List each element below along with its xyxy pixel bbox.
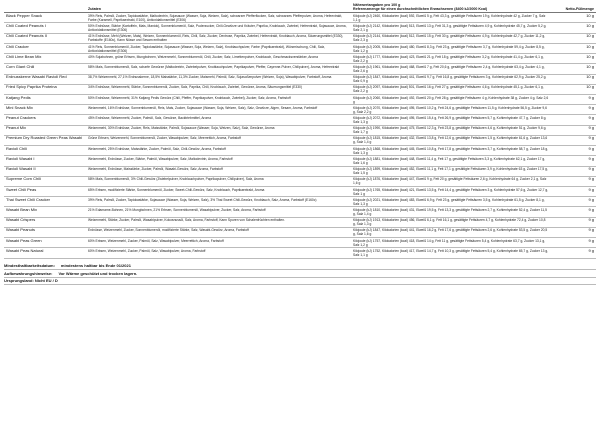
ingredients-cell: 21% Edamame-Bohnen, 21% Mungbohnen, 21% Erbsen, Sonnenblumenöl, Wasabipulver, Zucker, Salz, Aroma, Farbstoff [86,207,351,217]
table-row [4,238,596,248]
nutrition-cell: Kilojoule (kJ) 1961, Kilokalorien (kcal) 468, Eiweiß 7 g, Fett 20,6 g, gesättigte Fettsäuren 2,4 g, Kohlenhydrate 63,4 g, Zucker 4,1 g, Salz 2,6 g [351,64,551,74]
storage-label: Aufbewahrungshinweise: [4,270,53,276]
fill-weight-cell: 9 g [551,146,596,156]
ingredients-cell: 58% Mais, Sonnenblumenöl, 3% Chili-Gewürz (Zwiebelpulver, Knoblauchpulver, Paprikapulver, Chilipulver), Salz, Aroma [86,176,351,186]
nutrition-cell: Kilojoule (kJ) 1810, Kilokalorien (kcal) 431, Eiweiß 19,5 g, Fett 13,3 g, gesättigte Fettsäuren 2,7 g, Kohlenhydrate 52,4 g, Zucker 11,5 g, Salz 1,4 g [351,207,551,217]
header-nutrition: Nährwertangaben pro 100 g Referenzmenge für einen durchschnittlichen Erwachsenen (8400 kJ/2000 Kcal) [351,2,551,13]
ingredients-cell: 65% Erbsen, modifizierte Stärke, Sonnenblumenöl, Zucker, Sweet-Chili-Gewürz, Salz, Knoblauch, Paprikaextrakt, Aroma [86,186,351,196]
ingredients-cell: 45% Erdnüsse, Weizenmehl, Zucker, Palmöl, Salz, Gewürze, Backtriebmittel, Aroma [86,115,351,125]
table-row [4,186,596,196]
fill-weight-cell: 9 g [551,105,596,115]
table-row [4,176,596,186]
shelf-life-line [4,263,596,271]
fill-weight-cell: 9 g [551,186,596,196]
product-name: Wasabi Peas Green [4,238,86,248]
table-row [4,43,596,53]
fill-weight-cell: 10 g [551,23,596,33]
nutrition-cell: Kilojoule (kJ) 1876, Kilokalorien (kcal) 447, Eiweiß 9 g, Fett 20 g, gesättigte Fettsäuren 2,6 g, Kohlenhydrate 64 g, Zucker 2,1 g, Salz 1,6 g [351,176,551,186]
ingredients-cell: 34% Erdnüsse, Weizenmehl, Stärke, Sonnenblumenöl, Zucker, Salz, Paprika, Chili, Knoblauch, Zwiebel, Gewürze, Aroma, Säuerungsmittel (E330) [86,84,351,94]
nutrition-cell: Kilojoule (kJ) 1847, Kilokalorien (kcal) 441, Eiweiß 9,7 g, Fett 16,8 g, gesättigte Fettsäuren 3 g, Kohlenhydrate 62,9 g, Zucker 25,2 g, Salz 0,9 g [351,74,551,84]
ingredients-cell: 41% Erdnüsse, Mehl (Weizen, Mais), Weizen, Sonnenblumenöl, Reis, Chili, Salz, Zucker, Dextrose, Paprika, Zwiebel, Hefeextrakt, Knoblauch, Aroma, Säuerungsmittel (E330), Farbstoffe (E160c), Kann Nüsse und Sesam enthalten [86,33,351,43]
nutrition-cell: Kilojoule (kJ) 2070, Kilokalorien (kcal) 495, Eiweiß 10,2 g, Fett 24,6 g, gesättigte Fettsäuren 11,5 g, Kohlenhydrate 56,5 g, Zucker 9,6 g, Salz 2,2 g [351,105,551,115]
nutrition-cell: Kilojoule (kJ) 2072, Kilokalorien (kcal) 495, Eiweiß 15,4 g, Fett 26,9 g, gesättigte Fettsäuren 5,7 g, Kohlenhydrate 47,7 g, Zucker 8 g, Salz 1,3 g [351,115,551,125]
product-name: Chili Cracker [4,43,86,53]
table-row [4,217,596,227]
nutrition-cell: Kilojoule (kJ) 2460, Kilokalorien (kcal) 592, Eiweiß 5 g, Fett 43,3 g, gesättigte Fettsäuren 19 g, Kohlenhydrate 42 g, Zucker 7 g, Salz 1,1 g [351,13,551,23]
fill-weight-cell: 9 g [551,248,596,258]
ingredients-cell: Weizenmehl, Erdnüsse, Zucker, Stärke, Palmöl, Wasabipulver, Salz, Maltodextrin, Aroma, Farbstoff [86,156,351,166]
product-name: Premium Dry Roasted Green Peas Wasabi [4,135,86,145]
ingredients-cell: 60% Erbsen, Weizenmehl, Zucker, Palmöl, Salz, Wasabipulver, Meerrettich, Aroma, Farbstoff [86,238,351,248]
nutrition-cell: Kilojoule (kJ) 1881, Kilokalorien (kcal) 448, Eiweiß 11,4 g, Fett 17 g, gesättigte Fettsäuren 3,3 g, Kohlenhydrate 62,1 g, Zucker 17 g, Salz 1,6 g [351,156,551,166]
fill-weight-cell: 10 g [551,84,596,94]
product-name: Katjang Pedis [4,95,86,105]
table-row [4,115,596,125]
fill-weight-cell: 9 g [551,197,596,207]
product-name: Fried Spicy Paprika Proteina [4,84,86,94]
fill-weight-cell: 9 g [551,217,596,227]
shelf-life-label: Mindesthaltbarkeitsdatum: [4,263,55,269]
nutrition-cell: Kilojoule (kJ) 2005, Kilokalorien (kcal) 480, Eiweiß 8,3 g, Fett 23 g, gesättigte Fettsäuren 3,7 g, Kohlenhydrate 59,4 g, Zucker 8,5 g, Salz 1,2 g [351,43,551,53]
table-header-row [4,2,596,13]
nutrition-cell: Kilojoule (kJ) 1899, Kilokalorien (kcal) 452, Eiweiß 11,1 g, Fett 17,1 g, gesättigte Fettsäuren 3,9 g, Kohlenhydrate 63 g, Zucker 17,5 g, Salz 1,5 g [351,166,551,176]
ingredients-cell: 41% Reis, Sonnenblumenöl, Zucker, Tapiokastärke, Sojasauce (Wasser, Soja, Weizen, Salz), Knoblauchpulver, Farbe (Paprikaextrakt), Würzmischung, Chili, Salz, Antioxidationsmittel (E306) [86,43,351,53]
fill-weight-cell: 9 g [551,238,596,248]
fill-weight-cell: 9 g [551,207,596,217]
nutrition-cell: Kilojoule (kJ) 1752, Kilokalorien (kcal) 417, Eiweiß 14,7 g, Fett 10,3 g, gesättigte Fettsäuren 5,4 g, Kohlenhydrate 65,7 g, Zucker 13 g, Salz 1,1 g [351,248,551,258]
ingredients-cell: Weizenmehl, 30% Erdnüsse, Zucker, Reis, Maisstärke, Palmöl, Sojasauce (Wasser, Soja, Weizen, Salz), Salz, Gewürze, Aroma [86,125,351,135]
storage-line [4,270,596,278]
product-table [4,2,596,259]
fill-weight-cell: 10 g [551,13,596,23]
table-row [4,156,596,166]
product-name: Supreme Corn Chili [4,176,86,186]
product-name: Corn Giant Chili [4,64,86,74]
ingredients-cell: 50% Erdnüsse, Weizenmehl, 31% Katjang Pedis Gewürz (Chili, Pfeffer, Paprikapulver, Knoblauch, Zwiebel), Zucker, Salz, Aroma, Farbstoff [86,95,351,105]
fill-weight-cell: 10 g [551,43,596,53]
ingredients-cell: 58% Mais, Sonnenblumenöl, Salz, scharfe Gewürze (Maltodextrin, Zwiebelpulver, Knoblauchpulver, Paprikapulver, Pfeffer, Cayenne-Pulver, Chilipulver), Aroma, Hefeextrakt [86,64,351,74]
product-name: Wasabi Bean Mix [4,207,86,217]
nutrition-cell: Kilojoule (kJ) 1913, Kilokalorien (kcal) 456, Eiweiß 6,1 g, Fett 16,1 g, gesättigte Fettsäuren 4,7 g, Kohlenhydrate 72,4 g, Zucker 10,8 g, Salz 1,3 g [351,217,551,227]
ingredients-cell: 40% Sojabohnen, grüne Erbsen, Mungbohnen, Weizenmehl, Sonnenblumenöl, Chili, Zucker, Salz, Limettenpulver, Knoblauch, Geschmacksverstärker, Aroma [86,54,351,64]
origin-label: Ursprungsland: Nicht EU / D [4,278,58,284]
ingredients-cell: 39% Reis, Palmöl, Zucker, Tapiokastärke, Maltodextrin, Sojasauce (Wasser, Soja, Weizen, Salz), schwarzer Pfefferflocken, Salz, schwarzes Pfefferpulver, Aroma, Hefeextrakt, Farbe (Karamell, Paprikaextrakt, E100), Antioxidationsmittel (E306) [86,13,351,23]
table-row [4,227,596,237]
product-name: Ravioli Wasabi I [4,156,86,166]
ingredients-cell: Erdnüsse, Weizenmehl, Zucker, Sonnenblumenöl, modifizierte Stärke, Salz, Wasabi-Gewürz, Aroma, Farbstoff [86,227,351,237]
product-name: Sweet Chili Peas [4,186,86,196]
nutrition-cell: Kilojoule (kJ) 1777, Kilokalorien (kcal) 423, Eiweiß 21 g, Fett 18 g, gesättigte Fettsäuren 3,2 g, Kohlenhydrate 41,4 g, Zucker 6,1 g, Salz 2,2 g [351,54,551,64]
origin-line [4,278,596,286]
fill-weight-cell: 9 g [551,166,596,176]
product-name: Thai Sweet Chili Cracker [4,197,86,207]
header-fill-weight: Netto-Füllmenge [551,2,596,13]
ingredients-cell: 60% Erbsen, Weizenmehl, Zucker, Palmöl, Salz, Wasabipulver, Aroma, Farbstoff [86,248,351,258]
nutrition-cell: Kilojoule (kJ) 1990, Kilokalorien (kcal) 475, Eiweiß 12,3 g, Fett 23,8 g, gesättigte Fettsäuren 4,6 g, Kohlenhydrate 51 g, Zucker 9,6 g, Salz 1,7 g [351,125,551,135]
nutrition-cell: Kilojoule (kJ) 1757, Kilokalorien (kcal) 418, Eiweiß 14 g, Fett 11 g, gesättigte Fettsäuren 5,4 g, Kohlenhydrate 63,7 g, Zucker 13,1 g, Salz 1,2 g [351,238,551,248]
table-row [4,105,596,115]
product-name: Erdnusskerne Wasabi Ravioli Red [4,74,86,84]
ingredients-cell: Weizenmehl, 25% Erdnüsse, Maisstärke, Zucker, Palmöl, Salz, Chili-Gewürz, Aroma, Farbstoff [86,146,351,156]
nutrition-cell: Kilojoule (kJ) 2097, Kilokalorien (kcal) 501, Eiweiß 16 g, Fett 27 g, gesättigte Fettsäuren 4,6 g, Kohlenhydrate 45,1 g, Zucker 6,1 g, Salz 2,2 g [351,84,551,94]
fill-weight-cell: 10 g [551,64,596,74]
nutrition-cell: Kilojoule (kJ) 2142, Kilokalorien (kcal) 513, Eiweiß 13 g, Fett 31,3 g, gesättigte Fettsäuren 4,9 g, Kohlenhydrate 45,7 g, Zucker 5,2 g, Salz 2,1 g [351,23,551,33]
fill-weight-cell: 9 g [551,135,596,145]
table-row [4,125,596,135]
fill-weight-cell: 9 g [551,176,596,186]
nutrition-cell: Kilojoule (kJ) 1868, Kilokalorien (kcal) 445, Eiweiß 10,8 g, Fett 17,8 g, gesättigte Fettsäuren 3,7 g, Kohlenhydrate 58,7 g, Zucker 18 g, Salz 1,3 g [351,146,551,156]
nutrition-cell: Kilojoule (kJ) 2144, Kilokalorien (kcal) 512, Eiweiß 15 g, Fett 30 g, gesättigte Fettsäuren 4,9 g, Kohlenhydrate 42,7 g, Zucker 11,2 g, Salz 2,3 g [351,33,551,43]
table-row [4,146,596,156]
table-row [4,13,596,23]
product-name: Black Pepper Snack [4,13,86,23]
product-name: Ravioli Chili [4,146,86,156]
ingredients-cell: Grüne Erbsen, Weizenmehl, Sonnenblumenöl, Zucker, Wasabipulver, Salz, Meerrettich, Aroma, Farbstoff [86,135,351,145]
product-rows [4,13,596,258]
fill-weight-cell: 9 g [551,95,596,105]
nutrition-cell: Kilojoule (kJ) 2060, Kilokalorien (kcal) 492, Eiweiß 20 g, Fett 28 g, gesättigte Fettsäuren 4 g, Kohlenhydrate 38 g, Zucker 4 g, Salz 2,6 g [351,95,551,105]
product-name: Wasabi Crispers [4,217,86,227]
footer-info [4,263,596,286]
table-row [4,197,596,207]
fill-weight-cell: 10 g [551,54,596,64]
nutrition-cell: Kilojoule (kJ) 2021, Kilokalorien (kcal) 483, Eiweiß 6,9 g, Fett 23 g, gesättigte Fettsäuren 3,5 g, Kohlenhydrate 61,5 g, Zucker 8,1 g, Salz 1,3 g [351,197,551,207]
table-row [4,207,596,217]
table-row [4,54,596,64]
fill-weight-cell: 10 g [551,33,596,43]
table-row [4,64,596,74]
shelf-life-value: mindestens haltbar bis Ende 01/2021 [60,263,131,269]
table-row [4,33,596,43]
table-row [4,248,596,258]
storage-value: Vor Wärme geschützt und trocken lagern. [58,270,138,276]
ingredients-cell: 39% Reis, Palmöl, Zucker, Tapiokastärke, Sojasauce (Wasser, Soja, Weizen, Salz), 3% Thai Sweet Chili-Gewürz, Knoblauch, Salz, Aroma, Farbstoff (E160c) [86,197,351,207]
fill-weight-cell: 9 g [551,115,596,125]
table-row [4,135,596,145]
fill-weight-cell: 9 g [551,156,596,166]
header-product [4,2,86,13]
product-name: Chili Coated Peanuts I [4,23,86,33]
table-row [4,84,596,94]
product-name: Chili Coated Peanuts II [4,33,86,43]
ingredients-cell: Weizenmehl, Stärke, Zucker, Palmöl, Wasabipulver, Kokosnussöl, Salz, Aroma, Farbstoff, Kann Spuren von Schalenfrüchten enthalten. [86,217,351,227]
nutrition-cell: Kilojoule (kJ) 1765, Kilokalorien (kcal) 421, Eiweiß 13,5 g, Fett 14,4 g, gesättigte Fettsäuren 3 g, Kohlenhydrate 57,6 g, Zucker 12,7 g, Salz 1 g [351,186,551,196]
header-ingredients: Zutaten [86,2,351,13]
ingredients-cell: 38,7% Weizenmehl, 27,1% Erdnusskerne, 18,5% Maisstärke, 11,3% Zucker, Maismehl, Palmöl, Salz, Sojasoßenpulver (Weizen, Soja), Wasabipulver, Farbstoff, Aroma [86,74,351,84]
fill-weight-cell: 9 g [551,227,596,237]
product-name: Chili Lime Bean Mix [4,54,86,64]
ingredients-cell: Weizenmehl, Erdnüsse, Maisstärke, Zucker, Palmöl, Wasabi-Gewürz, Salz, Aroma, Farbstoff [86,166,351,176]
table-row [4,23,596,33]
table-row [4,95,596,105]
product-name: Ravioli Wasabi II [4,166,86,176]
nutrition-cell: Kilojoule (kJ) 1815, Kilokalorien (kcal) 432, Eiweiß 13,8 g, Fett 12,6 g, gesättigte Fettsäuren 1,5 g, Kohlenhydrate 61,6 g, Zucker 13,6 g, Salz 1,4 g [351,135,551,145]
product-name: Wasabi Peas Natural [4,248,86,258]
table-row [4,166,596,176]
product-name: Mini Snack Mix [4,105,86,115]
fill-weight-cell: 9 g [551,125,596,135]
nutrition-cell: Kilojoule (kJ) 1847, Kilokalorien (kcal) 441, Eiweiß 16,2 g, Fett 17,6 g, gesättigte Fettsäuren 2,6 g, Kohlenhydrate 53,5 g, Zucker 20,5 g, Salz 1,6 g [351,227,551,237]
product-name: Wasabi Peanuts [4,227,86,237]
fill-weight-cell: 10 g [551,74,596,84]
ingredients-cell: 50% Erdnüsse, Stärke (Kartoffeln, Mais, Maniok), Sonnenblumenöl, Salz, Puderzucker, Chili-Gewürze und Kräuter, Paprika, Knoblauch, Zwiebel, Hefeextrakt, Sojasauce, Aroma, Antioxidationsmittel (E306) [86,23,351,33]
table-row [4,74,596,84]
product-name: Peanut Crackers [4,115,86,125]
ingredients-cell: Weizenmehl, 16% Erdnüsse, Sonnenblumenöl, Reis, Mais, Zucker, Sojasauce (Wasser, Soja, Weizen, Salz), Salz, Gewürze, Algen, Sesam, Aroma, Farbstoff [86,105,351,115]
product-name: Peanut Mix [4,125,86,135]
